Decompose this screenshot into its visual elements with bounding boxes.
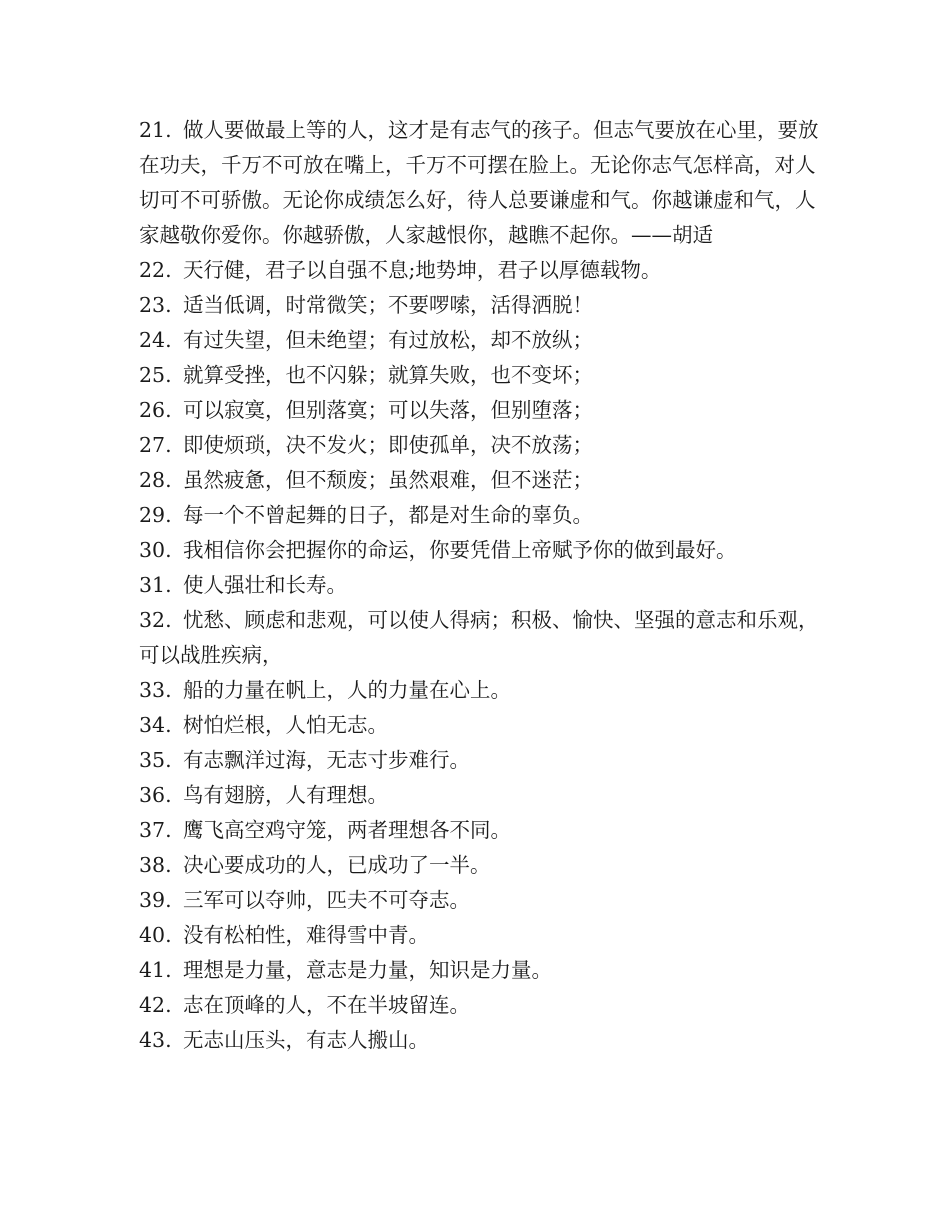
item-text: 使人强壮和长寿。 [183, 573, 347, 597]
item-number: 35. [139, 748, 172, 772]
item-number: 26. [139, 398, 172, 422]
item-number: 36. [139, 783, 172, 807]
list-item [139, 918, 829, 953]
item-text: 虽然疲惫，但不颓废；虽然艰难，但不迷茫； [183, 468, 593, 492]
item-number: 27. [139, 433, 172, 457]
item-text: 决心要成功的人，已成功了一半。 [183, 853, 491, 877]
item-number: 29. [139, 503, 172, 527]
item-text: 鹰飞高空鸡守笼，两者理想各不同。 [183, 818, 511, 842]
item-number: 43. [139, 1028, 172, 1052]
list-item [139, 883, 829, 918]
item-number: 23. [139, 293, 172, 317]
list-item [139, 568, 829, 603]
item-text: 就算受挫，也不闪躲；就算失败，也不变坏； [183, 363, 593, 387]
item-number: 22. [139, 258, 172, 282]
list-item [139, 778, 829, 813]
list-item [139, 393, 829, 428]
item-number: 40. [139, 923, 172, 947]
list-item [139, 708, 829, 743]
item-number: 37. [139, 818, 172, 842]
item-text: 做人要做最上等的人，这才是有志气的孩子。但志气要放在心里，要放在功夫，千万不可放在嘴上，千万不可摆在脸上。无论你志气怎样高，对人切可不可骄傲。无论你成绩怎么好，待人总要谦虚和气。你越谦虚和气，人家越敬你爱你。你越骄傲，人家越恨你，越瞧不起你。——胡适 [139, 118, 819, 247]
quote-list [139, 113, 829, 1058]
list-item [139, 463, 829, 498]
item-number: 32. [139, 608, 172, 632]
item-text: 无志山压头，有志人搬山。 [183, 1028, 429, 1052]
list-item [139, 603, 829, 673]
item-text: 船的力量在帆上，人的力量在心上。 [183, 678, 511, 702]
item-text: 忧愁、顾虑和悲观，可以使人得病；积极、愉快、坚强的意志和乐观，可以战胜疾病， [139, 608, 819, 667]
item-text: 天行健，君子以自强不息;地势坤，君子以厚德载物。 [183, 258, 662, 282]
list-item [139, 533, 829, 568]
item-text: 适当低调，时常微笑；不要啰嗦，活得洒脱！ [183, 293, 593, 317]
item-text: 我相信你会把握你的命运，你要凭借上帝赋予你的做到最好。 [183, 538, 737, 562]
list-item [139, 288, 829, 323]
list-item [139, 113, 829, 253]
item-text: 即使烦琐，决不发火；即使孤单，决不放荡； [183, 433, 593, 457]
item-text: 树怕烂根，人怕无志。 [183, 713, 388, 737]
list-item [139, 988, 829, 1023]
item-text: 志在顶峰的人，不在半坡留连。 [183, 993, 470, 1017]
item-number: 30. [139, 538, 172, 562]
list-item [139, 848, 829, 883]
item-number: 34. [139, 713, 172, 737]
item-number: 42. [139, 993, 172, 1017]
item-text: 可以寂寞，但别落寞；可以失落，但别堕落； [183, 398, 593, 422]
item-number: 33. [139, 678, 172, 702]
item-number: 38. [139, 853, 172, 877]
item-number: 41. [139, 958, 172, 982]
list-item [139, 498, 829, 533]
item-text: 每一个不曾起舞的日子，都是对生命的辜负。 [183, 503, 593, 527]
list-item [139, 813, 829, 848]
list-item [139, 323, 829, 358]
list-item [139, 253, 829, 288]
item-text: 没有松柏性，难得雪中青。 [183, 923, 429, 947]
item-text: 鸟有翅膀，人有理想。 [183, 783, 388, 807]
item-text: 有志飘洋过海，无志寸步难行。 [183, 748, 470, 772]
item-number: 39. [139, 888, 172, 912]
item-text: 三军可以夺帅，匹夫不可夺志。 [183, 888, 470, 912]
item-number: 25. [139, 363, 172, 387]
list-item [139, 428, 829, 463]
list-item [139, 358, 829, 393]
item-text: 有过失望，但未绝望；有过放松，却不放纵； [183, 328, 593, 352]
item-text: 理想是力量，意志是力量，知识是力量。 [183, 958, 552, 982]
list-item [139, 1023, 829, 1058]
item-number: 24. [139, 328, 172, 352]
item-number: 31. [139, 573, 172, 597]
item-number: 28. [139, 468, 172, 492]
list-item [139, 673, 829, 708]
list-item [139, 953, 829, 988]
list-item [139, 743, 829, 778]
item-number: 21. [139, 118, 172, 142]
